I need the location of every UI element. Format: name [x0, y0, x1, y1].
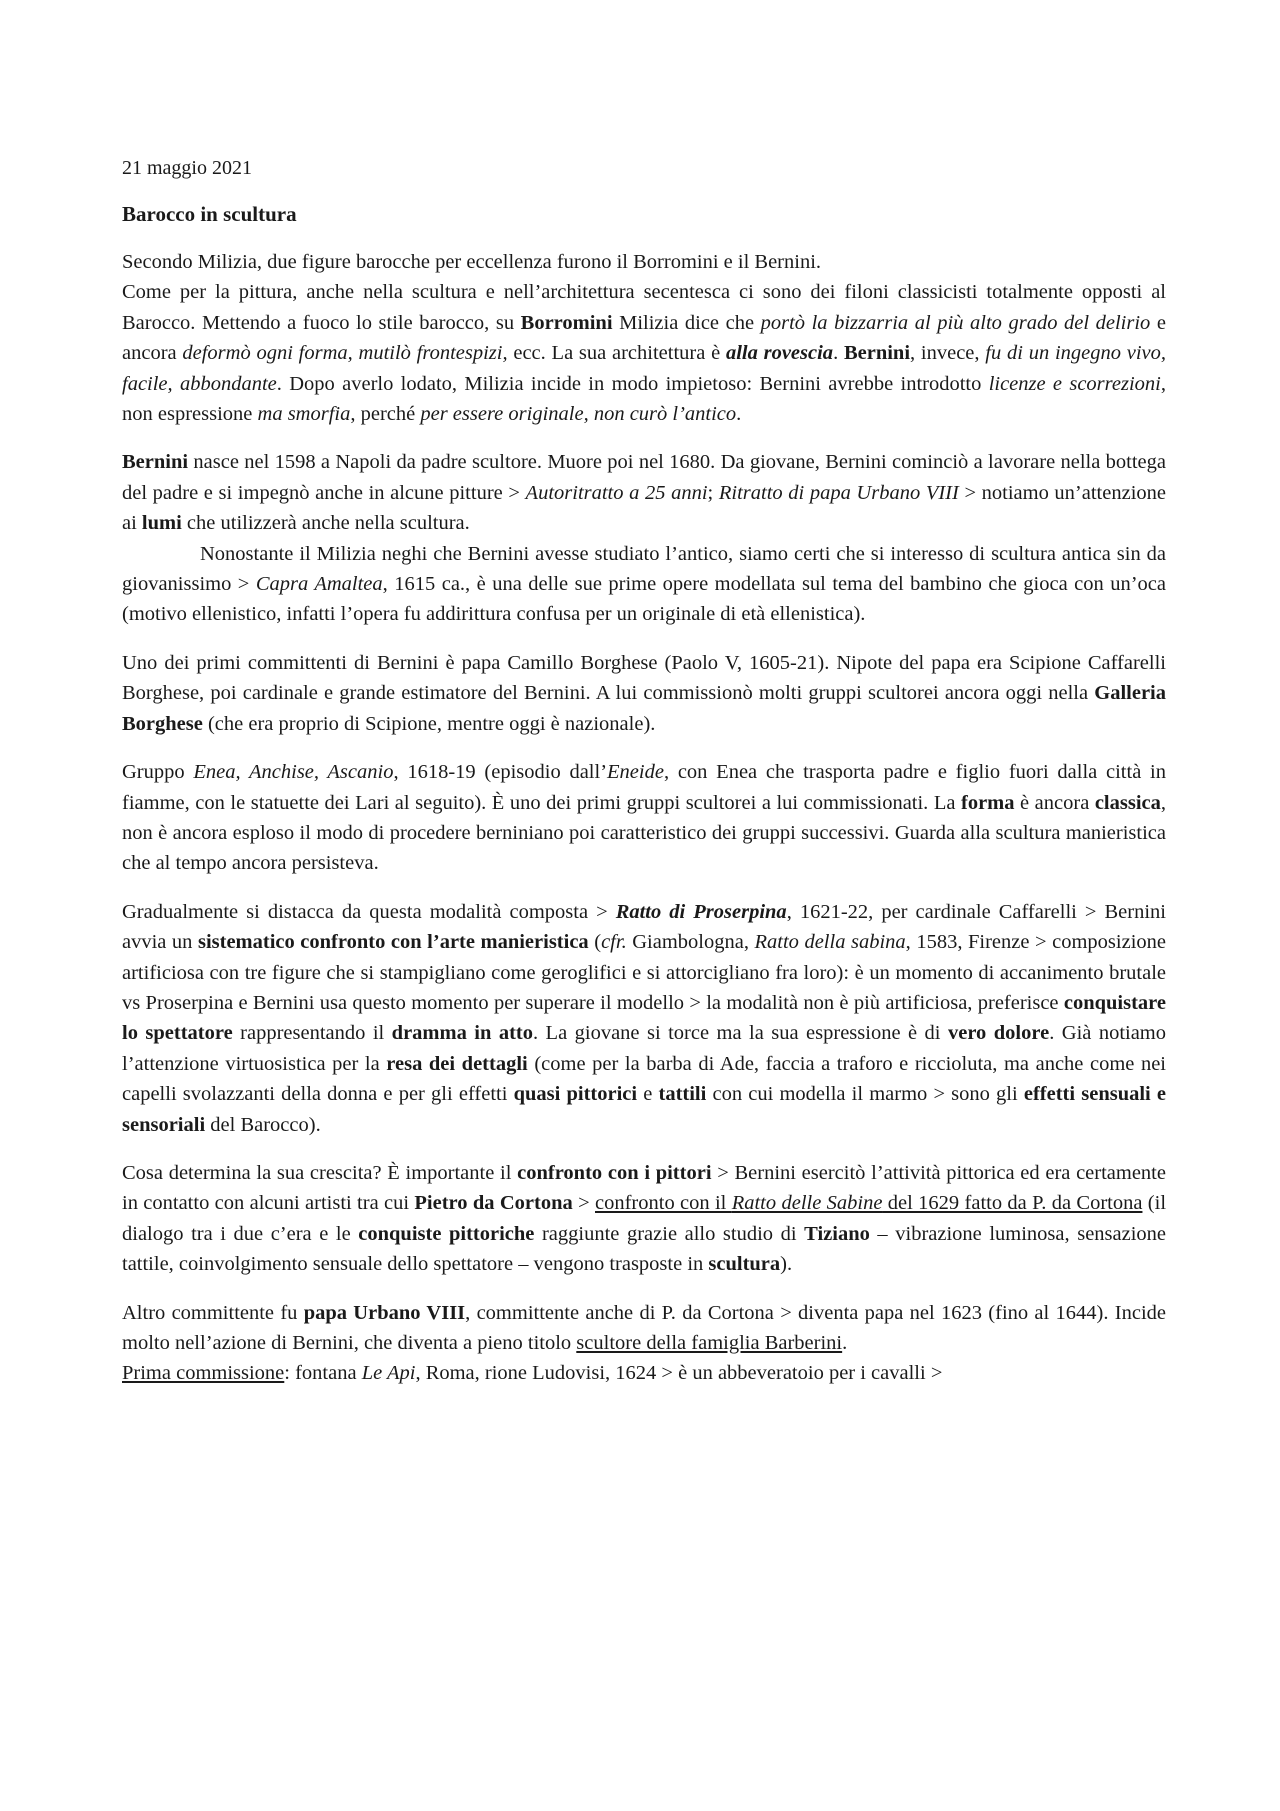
text-run: con cui modella il marmo > sono gli — [706, 1083, 1024, 1106]
text-run: Bernini — [122, 451, 189, 474]
text-run: : fontana — [284, 1362, 362, 1385]
text-run: , committente anche di P. da Cortona > diventa papa nel 1623 (fino al 1644). Incide molto nell’azione di Bernini, che diventa a pieno titolo — [122, 1301, 1166, 1354]
text-run: ecc. La sua architettura è — [507, 342, 726, 365]
text-run: Autoritratto a 25 anni — [525, 481, 708, 504]
paragraph-committenti — [122, 648, 1166, 739]
document-date: 21 maggio 2021 — [122, 157, 252, 179]
text-run: conquiste pittoriche — [358, 1222, 535, 1245]
text-run: Pietro da Cortona — [414, 1192, 573, 1215]
text-run: , invece, — [910, 342, 986, 365]
text-run: Le Api — [361, 1362, 416, 1385]
paragraph-enea — [122, 757, 1166, 879]
text-run: Tiziano — [804, 1222, 870, 1245]
paragraph-urbano — [122, 1298, 1166, 1359]
text-run: confronto con il — [595, 1192, 732, 1215]
text-run: rappresentando il — [232, 1022, 392, 1045]
text-run: Galleria Borghese — [122, 682, 1166, 735]
text-run: Ratto di Proserpina — [615, 900, 787, 923]
text-run: fu di un ingegno vivo, facile, abbondante — [122, 342, 1167, 395]
text-run: classica — [1094, 791, 1161, 814]
text-run: . — [833, 342, 844, 365]
text-run: alla rovescia — [725, 342, 834, 365]
text-run: deformò ogni forma, mutilò frontespizi, — [182, 342, 508, 365]
text-run: lumi — [141, 512, 182, 535]
text-run: Capra Amaltea — [255, 573, 383, 596]
text-run: Come per la pittura, anche nella scultura e nell’architettura secentesca ci sono dei filoni classicisti totalmente opposti al Barocco. Mettendo a fuoco lo stile barocco, su — [122, 281, 1166, 334]
text-run: ). — [780, 1253, 793, 1276]
text-run: effetti sensuali e sensoriali — [122, 1083, 1166, 1136]
text-run: forma — [961, 791, 1015, 814]
text-run: che utilizzerà anche nella scultura. — [181, 512, 470, 535]
text-run: e ancora — [122, 311, 1166, 365]
text-run: , 1583, Firenze > composizione artificiosa con tre figure che si stampigliano come geroglifici e si attorcigliano fra loro): è un momento di accanimento brutale vs Proserpina e Bernini usa questo momento per superare il modello > la modalità non è più artificiosa, preferisce — [122, 931, 1166, 1014]
text-run: ; — [707, 481, 719, 504]
text-run: conquistare lo spettatore — [122, 991, 1166, 1045]
text-run: . La giovane si torce ma la sua espressione è di — [532, 1022, 948, 1045]
text-run: (che era proprio di Scipione, mentre oggi è nazionale). — [202, 712, 656, 735]
text-run: e — [637, 1083, 659, 1106]
text-run: dramma in atto — [391, 1022, 533, 1045]
text-run: del Barocco). — [205, 1113, 321, 1136]
text-run: Giambologna, — [626, 931, 755, 954]
text-run: sistematico confronto con l’arte manieristica — [197, 931, 589, 954]
text-run: Cosa determina la sua crescita? È importante il — [122, 1161, 518, 1184]
text-run: (il dialogo tra i due c’era e le — [122, 1192, 1167, 1245]
paragraph-antico — [122, 539, 1166, 630]
text-run: confronto con i pittori — [517, 1161, 712, 1184]
text-run: vero dolore — [947, 1022, 1050, 1045]
text-run: , 1621-22, per cardinale Caffarelli > Bernini avvia un — [122, 900, 1166, 954]
text-run: – vibrazione luminosa, sensazione tattile, coinvolgimento sensuale dello spettatore – vengono trasposte in — [122, 1222, 1167, 1276]
text-run: Nonostante il Milizia neghi che Bernini avesse studiato l’antico, siamo certi che si interesso di scultura antica sin da giovanissimo > — [122, 542, 1166, 596]
paragraph-proserpina — [122, 897, 1166, 1140]
text-run: Ratto delle Sabine — [731, 1192, 883, 1215]
text-run: Altro committente fu — [122, 1301, 304, 1324]
text-run: è ancora — [1014, 791, 1095, 814]
text-run: per essere originale, non curò l’antico — [420, 403, 737, 426]
text-run: > notiamo un’attenzione ai — [122, 481, 1166, 535]
paragraph-pittori — [122, 1158, 1166, 1280]
text-run: . — [842, 1332, 848, 1354]
text-run: cfr. — [601, 931, 627, 954]
text-run: Ritratto di papa Urbano VIII — [718, 481, 959, 504]
text-run: Gradualmente si distacca da questa modalità composta > — [122, 900, 616, 923]
text-run: licenze e scorrezioni — [988, 372, 1161, 395]
text-run: Milizia dice che — [612, 311, 761, 334]
text-run: , Roma, rione Ludovisi, 1624 > è un abbeveratoio per i cavalli > — [415, 1362, 943, 1385]
text-run: Uno dei primi committenti di Bernini è papa Camillo Borghese (Paolo V, 1605-21). Nipote del papa era Scipione Caffarelli Borghese, poi cardinale e grande estimatore del Bernini. A lui commissionò molti gruppi scultorei ancora oggi nella — [122, 651, 1166, 705]
text-run: Gruppo — [122, 761, 194, 784]
text-run: portò la bizzarria al più alto grado del delirio — [760, 311, 1151, 334]
text-run: . Dopo averlo lodato, Milizia incide in modo impietoso: Bernini avrebbe introdotto — [276, 372, 989, 395]
text-run: scultore della famiglia Barberini — [576, 1332, 843, 1354]
text-run: Ratto della sabina — [754, 931, 906, 954]
text-run: . Già notiamo l’attenzione virtuosistica per la — [122, 1022, 1167, 1075]
text-run: del 1629 fatto da P. da Cortona — [882, 1192, 1143, 1215]
text-run: Prima commissione — [122, 1362, 285, 1385]
text-run: , non espressione — [122, 372, 1166, 426]
text-run: , 1615 ca., è una delle sue prime opere modellata sul tema del bambino che gioca con un’oca (motivo ellenistico, infatti l’opera fu addirittura confusa per un originale di età ellenistica). — [122, 573, 1166, 626]
paragraph-milizia — [122, 247, 1166, 429]
text-run: resa dei dettagli — [386, 1052, 528, 1075]
text-run: , con Enea che trasporta padre e figlio fuori dalla città in fiamme, con le statuette dei Lari al seguito). È uno dei primi gruppi scultorei a lui commissionati. La — [122, 761, 1166, 814]
text-run: (come per la barba di Ade, faccia a traforo e ricciolutа, ma anche come nei capelli svolazzanti della donna e per gli effetti — [122, 1052, 1166, 1106]
text-run: Borromini — [520, 311, 613, 334]
paragraph-fontana-api — [122, 1358, 1166, 1388]
text-run: Eneide — [607, 761, 664, 784]
paragraph-bernini-bio — [122, 447, 1166, 538]
text-run: scultura — [708, 1253, 781, 1276]
text-run: Secondo Milizia, due figure barocche per eccellenza furono il Borromini e il Bernini. — [122, 251, 822, 273]
text-run: , perché — [350, 403, 421, 426]
text-run: Bernini — [843, 342, 911, 365]
document-title: Barocco in scultura — [122, 202, 297, 226]
text-run: Enea, Anchise, Ascanio — [193, 761, 394, 784]
text-run: , 1618-19 (episodio dall’ — [393, 761, 608, 784]
text-run: papa Urbano VIII — [303, 1301, 466, 1324]
text-run: quasi pittorici — [513, 1083, 638, 1106]
text-run: , non è ancora esploso il modo di procedere berniniano poi caratteristico dei gruppi successivi. Guarda alla scultura manieristica che al tempo ancora persisteva. — [122, 791, 1166, 875]
text-run: ( — [588, 931, 602, 954]
text-run: > — [572, 1192, 595, 1215]
text-run: raggiunte grazie allo studio di — [534, 1222, 805, 1245]
text-run: . — [736, 403, 742, 426]
text-run: tattili — [658, 1083, 707, 1106]
text-run: ma smorfia — [257, 403, 351, 426]
text-run: > Bernini esercitò l’attività pittorica ed era certamente in contatto con alcuni artisti tra cui — [122, 1161, 1166, 1215]
text-run: nasce nel 1598 a Napoli da padre scultore. Muore poi nel 1680. Da giovane, Bernini cominciò a lavorare nella bottega del padre e si impegnò anche in alcune pitture > — [122, 451, 1166, 504]
